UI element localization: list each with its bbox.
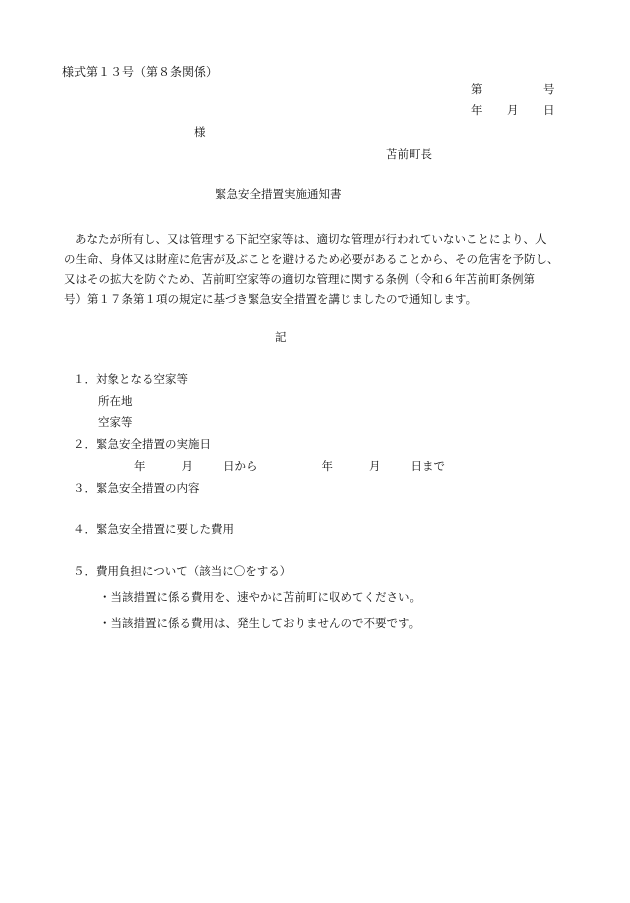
- period-end-day: 日まで: [410, 459, 445, 473]
- item-label: 緊急安全措置の内容: [96, 481, 200, 495]
- item-2: [62, 436, 211, 452]
- body-line: 号）第１７条第１項の規定に基づき緊急安全措置を講じましたので通知します。: [64, 292, 478, 306]
- doc-number-suffix: 号: [543, 82, 555, 96]
- issuer-name: 苫前町長: [386, 147, 432, 161]
- item-4: [62, 521, 234, 537]
- item-number: １．: [73, 372, 96, 386]
- item-label: 費用負担について（該当に〇をする）: [96, 564, 292, 578]
- item-1-vacant-house: 空家等: [98, 415, 133, 429]
- item-number: ４．: [73, 522, 96, 536]
- period-start-month: 月: [181, 459, 193, 473]
- period-end-year: 年: [321, 459, 333, 473]
- item-label: 緊急安全措置に要した費用: [96, 522, 234, 536]
- period-end-month: 月: [369, 459, 381, 473]
- item-5: [62, 563, 291, 579]
- ki-heading: 記: [275, 330, 287, 344]
- item-1: [62, 371, 188, 387]
- date-year-label: 年: [471, 103, 483, 117]
- date-month-label: 月: [507, 103, 519, 117]
- body-line: 又はその拡大を防ぐため、苫前町空家等の適切な管理に関する条例（令和６年苫前町条例第: [64, 272, 536, 286]
- implementation-period: [134, 458, 445, 474]
- item-1-location: 所在地: [98, 394, 133, 408]
- cost-option-pay: ・当該措置に係る費用を、速やかに苫前町に収めてください。: [99, 590, 421, 604]
- notice-body: [64, 229, 572, 309]
- period-start-year: 年: [134, 459, 146, 473]
- item-3: [62, 480, 200, 496]
- item-label: 対象となる空家等: [96, 372, 188, 386]
- cost-option-none: ・当該措置に係る費用は、発生しておりませんので不要です。: [99, 616, 421, 630]
- item-number: ５．: [73, 564, 96, 578]
- item-number: ２．: [73, 437, 96, 451]
- period-start-day: 日から: [223, 459, 258, 473]
- body-line: の生命、身体又は財産に危害が及ぶことを避けるため必要があることから、その危害を予防し、: [64, 252, 559, 266]
- item-label: 緊急安全措置の実施日: [96, 437, 211, 451]
- document-title: 緊急安全措置実施通知書: [215, 187, 342, 201]
- body-line: あなたが所有し、又は管理する下記空家等は、適切な管理が行われていないことにより、人: [75, 232, 547, 246]
- addressee-honorific: 様: [194, 125, 206, 139]
- date-day-label: 日: [543, 103, 555, 117]
- form-label: 様式第１３号（第８条関係）: [62, 65, 219, 79]
- doc-number-prefix: 第: [471, 82, 483, 96]
- item-number: ３．: [73, 481, 96, 495]
